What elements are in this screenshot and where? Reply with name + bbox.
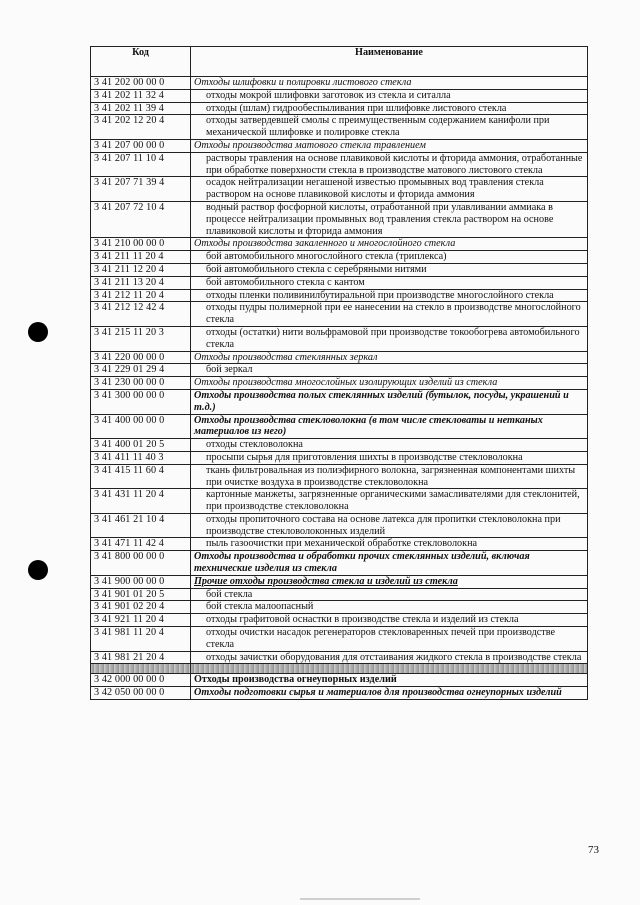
waste-code-cell: 3 41 300 00 00 0 (91, 389, 191, 414)
table-row (91, 687, 588, 700)
waste-code-cell: 3 41 900 00 00 0 (91, 575, 191, 588)
waste-code-cell: 3 41 215 11 20 3 (91, 326, 191, 351)
waste-name-cell: отходы (остатки) нити вольфрамовой при производстве токообогрева автомобильного стекла (191, 326, 588, 351)
waste-code-cell: 3 41 220 00 00 0 (91, 351, 191, 364)
table-row (91, 364, 588, 377)
waste-code-cell: 3 42 000 00 00 0 (91, 674, 191, 687)
waste-name-cell: водный раствор фосфорной кислоты, отработанной при улавливании аммиака в процессе нейтрализации промывных вод травления стекла раствором на основе плавиковой кислоты и фторида аммония (191, 201, 588, 237)
table-row (91, 251, 588, 264)
waste-code-cell: 3 41 921 11 20 4 (91, 614, 191, 627)
table-row (91, 674, 588, 687)
table-row (91, 489, 588, 514)
table-row (91, 102, 588, 115)
waste-name-cell: Отходы производства многослойных изолирующих изделий из стекла (191, 377, 588, 390)
waste-name-cell: бой стекла малоопасный (191, 601, 588, 614)
table-row (91, 276, 588, 289)
waste-name-cell: картонные манжеты, загрязненные органическими замасливателями для стеклонитей, при производстве стекловолокна (191, 489, 588, 514)
page-number: 73 (588, 844, 599, 856)
waste-name-cell: отходы пропиточного состава на основе латекса для пропитки стекловолокна при производстве стекловолоконных изделий (191, 513, 588, 538)
waste-name-cell: пыль газоочистки при механической обработке стекловолокна (191, 538, 588, 551)
waste-name-cell: отходы мокрой шлифовки заготовок из стекла и ситалла (191, 89, 588, 102)
table-row (91, 115, 588, 140)
waste-code-cell: 3 41 207 71 39 4 (91, 177, 191, 202)
waste-code-cell: 3 41 207 72 10 4 (91, 201, 191, 237)
waste-name-cell: просыпи сырья для приготовления шихты в производстве стекловолокна (191, 451, 588, 464)
waste-code-cell: 3 41 202 00 00 0 (91, 77, 191, 90)
scan-artifact (300, 898, 420, 900)
waste-code-cell: 3 41 229 01 29 4 (91, 364, 191, 377)
table-row (91, 627, 588, 652)
waste-code-cell: 3 41 210 00 00 0 (91, 238, 191, 251)
table-row (91, 538, 588, 551)
punch-hole (28, 322, 48, 342)
waste-code-cell: 3 41 800 00 00 0 (91, 551, 191, 576)
table-row (91, 263, 588, 276)
waste-name-cell: Отходы подготовки сырья и материалов для производства огнеупорных изделий (191, 687, 588, 700)
waste-name-cell: отходы пудры полимерной при ее нанесении на стекло в производстве многослойного стекла (191, 302, 588, 327)
table-row (91, 139, 588, 152)
waste-name-cell: отходы затвердевшей смолы с преимущественным содержанием канифоли при механической шлифовке и полировке стекла (191, 115, 588, 140)
table-row (91, 238, 588, 251)
column-header-code: Код (91, 47, 191, 77)
waste-code-cell: 3 41 415 11 60 4 (91, 464, 191, 489)
waste-name-cell: Отходы производства матового стекла травлением (191, 139, 588, 152)
waste-code-cell: 3 41 212 11 20 4 (91, 289, 191, 302)
table-row (91, 177, 588, 202)
waste-name-cell: бой зеркал (191, 364, 588, 377)
waste-code-cell: 3 41 212 12 42 4 (91, 302, 191, 327)
waste-name-cell: бой стекла (191, 588, 588, 601)
table-header-row (91, 47, 588, 77)
waste-name-cell: отходы очистки насадок регенераторов стекловаренных печей при производстве стекла (191, 627, 588, 652)
table-row (91, 551, 588, 576)
waste-code-cell: 3 41 202 11 32 4 (91, 89, 191, 102)
table-body (91, 77, 588, 700)
waste-code-cell: 3 41 207 11 10 4 (91, 152, 191, 177)
punch-hole (28, 560, 48, 580)
table-row (91, 464, 588, 489)
waste-name-cell: Отходы производства полых стеклянных изделий (бутылок, посуды, украшений и т.д.) (191, 389, 588, 414)
table-row (91, 614, 588, 627)
waste-name-cell: отходы стекловолокна (191, 439, 588, 452)
waste-name-cell: бой автомобильного многослойного стекла (триплекса) (191, 251, 588, 264)
waste-name-cell: отходы (шлам) гидрообеспыливания при шлифовке листового стекла (191, 102, 588, 115)
table-row (91, 89, 588, 102)
waste-name-cell: отходы зачистки оборудования для отстаивания жидкого стекла в производстве стекла (191, 651, 588, 664)
waste-code-cell: 3 41 901 01 20 5 (91, 588, 191, 601)
table-row (91, 389, 588, 414)
waste-code-cell: 3 42 050 00 00 0 (91, 687, 191, 700)
waste-code-cell: 3 41 901 02 20 4 (91, 601, 191, 614)
waste-code-cell: 3 41 211 12 20 4 (91, 263, 191, 276)
table-row (91, 302, 588, 327)
waste-name-cell: Отходы производства огнеупорных изделий (191, 674, 588, 687)
table-row (91, 77, 588, 90)
waste-code-cell: 3 41 230 00 00 0 (91, 377, 191, 390)
table-row (91, 513, 588, 538)
waste-code-cell: 3 41 202 11 39 4 (91, 102, 191, 115)
table-row (91, 351, 588, 364)
table-row (91, 651, 588, 664)
table-row (91, 588, 588, 601)
waste-name-cell: бой автомобильного стекла с серебряными нитями (191, 263, 588, 276)
waste-name-cell: растворы травления на основе плавиковой кислоты и фторида аммония, отработанные при обработке поверхности стекла в производстве матового листового стекла (191, 152, 588, 177)
waste-code-cell: 3 41 400 01 20 5 (91, 439, 191, 452)
waste-name-cell: Прочие отходы производства стекла и изделий из стекла (191, 575, 588, 588)
waste-name-cell: Отходы шлифовки и полировки листового стекла (191, 77, 588, 90)
waste-name-cell: отходы графитовой оснастки в производстве стекла и изделий из стекла (191, 614, 588, 627)
waste-code-cell: 3 41 207 00 00 0 (91, 139, 191, 152)
waste-code-cell: 3 41 981 11 20 4 (91, 627, 191, 652)
waste-name-cell: осадок нейтрализации негашеной известью промывных вод травления стекла раствором на основе плавиковой кислоты и фторида аммония (191, 177, 588, 202)
waste-classification-table (90, 46, 588, 700)
table-row (91, 451, 588, 464)
table-row (91, 575, 588, 588)
waste-code-cell: 3 41 461 21 10 4 (91, 513, 191, 538)
table-row (91, 326, 588, 351)
table-row (91, 601, 588, 614)
table-row (91, 152, 588, 177)
waste-code-cell: 3 41 431 11 20 4 (91, 489, 191, 514)
waste-code-cell (91, 664, 191, 674)
separator-row (91, 664, 588, 674)
waste-code-cell: 3 41 981 21 20 4 (91, 651, 191, 664)
waste-name-cell: Отходы производства стекловолокна (в том числе стекловаты и нетканых материалов из него) (191, 414, 588, 439)
table-row (91, 201, 588, 237)
table-row (91, 289, 588, 302)
waste-name-cell: бой автомобильного стекла с кантом (191, 276, 588, 289)
waste-code-cell: 3 41 400 00 00 0 (91, 414, 191, 439)
column-header-name: Наименование (191, 47, 588, 77)
waste-name-cell: Отходы производства стеклянных зеркал (191, 351, 588, 364)
waste-name-cell: отходы пленки поливинилбутиральной при производстве многослойного стекла (191, 289, 588, 302)
waste-name-cell: Отходы производства и обработки прочих стеклянных изделий, включая технические изделия из стекла (191, 551, 588, 576)
waste-name-cell: ткань фильтровальная из полиэфирного волокна, загрязненная компонентами шихты при очистке воздуха в производстве стекловолокна (191, 464, 588, 489)
waste-name-cell: Отходы производства закаленного и многослойного стекла (191, 238, 588, 251)
waste-code-cell: 3 41 411 11 40 3 (91, 451, 191, 464)
waste-name-cell (191, 664, 588, 674)
table-row (91, 377, 588, 390)
table-row (91, 414, 588, 439)
table-row (91, 439, 588, 452)
waste-code-cell: 3 41 211 13 20 4 (91, 276, 191, 289)
waste-code-cell: 3 41 202 12 20 4 (91, 115, 191, 140)
waste-code-cell: 3 41 211 11 20 4 (91, 251, 191, 264)
waste-code-cell: 3 41 471 11 42 4 (91, 538, 191, 551)
